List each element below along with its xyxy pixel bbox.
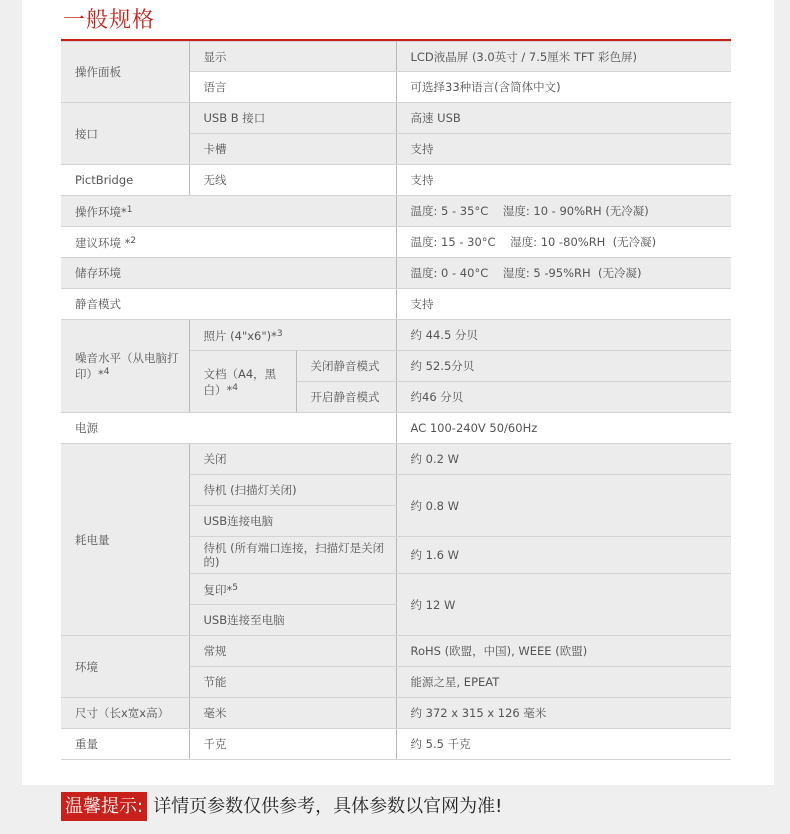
table-row [61, 444, 731, 475]
value-cell: 约 44.5 分贝 [396, 320, 731, 351]
row-label: PictBridge [61, 165, 189, 196]
footnote-mark: 4 [232, 382, 238, 393]
sub-label: 文档（A4，黑白）*$^4$ [189, 351, 296, 413]
section-heading: 一般规格 [63, 8, 156, 33]
sub-label: 常规 [189, 636, 396, 667]
sub-label: 复印*$^5$ [189, 574, 396, 605]
value-cell: 支持 [396, 134, 731, 165]
value-cell: 温度: 5 - 35°C 湿度: 10 - 90%RH (无冷凝) [396, 196, 731, 227]
sub-label: 待机 (扫描灯关闭) [189, 475, 396, 506]
sub-label: 语言 [189, 72, 396, 103]
table-row [61, 729, 731, 760]
value-cell: 约 372 x 315 x 126 毫米 [396, 698, 731, 729]
row-label: 建议环境 *$^2$ [61, 227, 396, 258]
value-cell: 约 0.8 W [396, 475, 731, 537]
tip-badge: 温馨提示: [61, 792, 147, 821]
footnote-mark: 3 [276, 329, 283, 339]
value-cell: 约 52.5分贝 [396, 351, 731, 382]
footer-note [61, 791, 502, 822]
row-label: 电源 [61, 413, 396, 444]
value-cell: 约46 分贝 [396, 382, 731, 413]
table-row [61, 320, 731, 351]
spec-table [61, 41, 731, 760]
row-label: 接口 [61, 103, 189, 165]
row-label: 尺寸（长x宽x高） [61, 698, 189, 729]
sub-label: USB连接电脑 [189, 506, 396, 537]
sub-label: 节能 [189, 667, 396, 698]
table-row [61, 165, 731, 196]
value-cell: 约 1.6 W [396, 537, 731, 574]
value-cell: LCD液晶屏 (3.0英寸 / 7.5厘米 TFT 彩色屏) [396, 42, 731, 72]
sub-label: 待机 (所有端口连接，扫描灯是关闭的) [189, 537, 396, 574]
table-row [61, 42, 731, 72]
sub-label: 照片 (4"x6")*$^3$ [189, 320, 396, 351]
value-cell: 约 5.5 千克 [396, 729, 731, 760]
table-row [61, 227, 731, 258]
footnote-mark: 1 [126, 205, 133, 215]
row-label: 储存环境 [61, 258, 396, 289]
sub-label: 千克 [189, 729, 396, 760]
value-cell: 约 12 W [396, 574, 731, 636]
value-cell: 支持 [396, 165, 731, 196]
footnote-mark: 2 [130, 236, 137, 246]
sub-label: 关闭 [189, 444, 396, 475]
value-cell: 可选择33种语言(含简体中文) [396, 72, 731, 103]
sub-label: 卡槽 [189, 134, 396, 165]
value-cell: 温度: 0 - 40°C 湿度: 5 -95%RH (无冷凝) [396, 258, 731, 289]
row-label: 静音模式 [61, 289, 396, 320]
table-row [61, 413, 731, 444]
row-label: 环境 [61, 636, 189, 698]
table-row [61, 636, 731, 667]
tip-text: 详情页参数仅供参考，具体参数以官网为准! [153, 796, 503, 817]
sub-label: 关闭静音模式 [296, 351, 396, 382]
footnote-mark: 5 [232, 583, 238, 593]
table-row [61, 698, 731, 729]
value-cell: AC 100-240V 50/60Hz [396, 413, 731, 444]
row-label: 操作面板 [61, 42, 189, 103]
sub-label: USB B 接口 [189, 103, 396, 134]
table-row [61, 289, 731, 320]
sub-label: 显示 [189, 42, 396, 72]
value-cell: 支持 [396, 289, 731, 320]
sub-label: 开启静音模式 [296, 382, 396, 413]
footnote-mark: 4 [103, 367, 110, 377]
row-label: 操作环境*$^1$ [61, 196, 396, 227]
table-row [61, 196, 731, 227]
value-cell: 能源之星, EPEAT [396, 667, 731, 698]
sub-label: USB连接至电脑 [189, 605, 396, 636]
sub-label: 毫米 [189, 698, 396, 729]
table-row [61, 103, 731, 134]
value-cell: 温度: 15 - 30°C 湿度: 10 -80%RH (无冷凝) [396, 227, 731, 258]
row-label: 噪音水平（从电脑打印）*$^4$ [61, 320, 189, 413]
value-cell: RoHS (欧盟，中国), WEEE (欧盟) [396, 636, 731, 667]
sub-label: 无线 [189, 165, 396, 196]
row-label: 重量 [61, 729, 189, 760]
value-cell: 约 0.2 W [396, 444, 731, 475]
value-cell: 高速 USB [396, 103, 731, 134]
row-label: 耗电量 [61, 444, 189, 636]
table-row [61, 258, 731, 289]
